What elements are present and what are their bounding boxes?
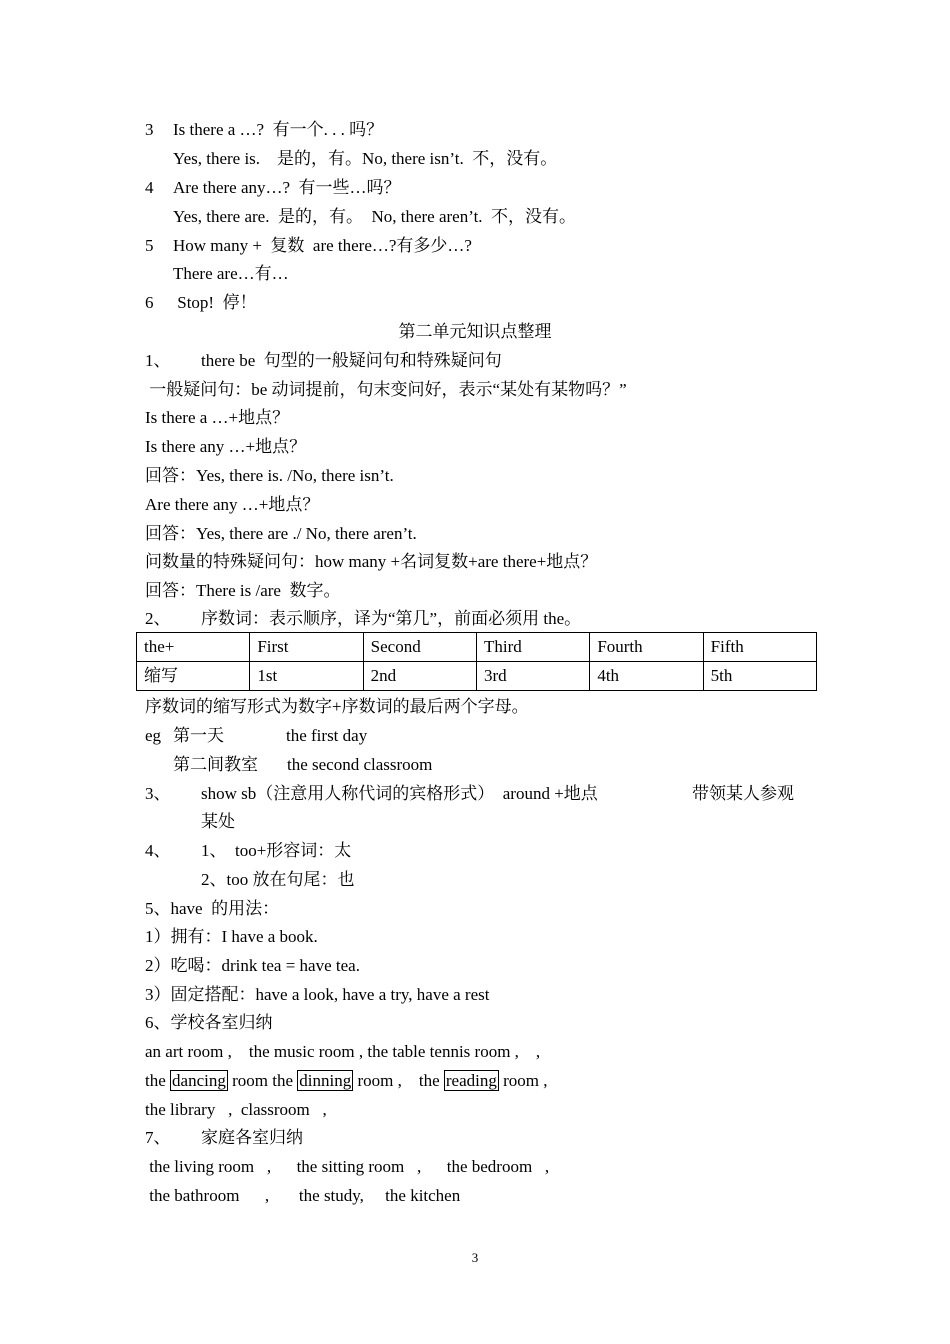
- page-number: 3: [471, 1250, 479, 1265]
- table-cell: Fifth: [703, 633, 816, 662]
- list-number: 5: [145, 236, 154, 255]
- section-line: 1、 too+形容词：太: [201, 841, 352, 860]
- section-line: 2）吃喝：drink tea = have tea.: [145, 956, 360, 975]
- section-line: Is there any …+地点？: [145, 437, 307, 456]
- section-heading: 家庭各室归纳: [201, 1128, 303, 1147]
- text-run: room , the: [353, 1071, 444, 1090]
- table-cell: 缩写: [137, 662, 250, 691]
- section-line: 回答：There is /are 数字。: [145, 581, 341, 600]
- list-line: Is there a …? 有一个. . . 吗？: [173, 120, 384, 139]
- table-cell: 1st: [250, 662, 363, 691]
- table-row: [137, 633, 817, 662]
- section-line: show sb（注意用人称代词的宾格形式） around +地点: [201, 784, 598, 803]
- section-number: 4、: [145, 841, 171, 860]
- list-line: Stop! 停！: [173, 293, 257, 312]
- table-cell: 3rd: [476, 662, 589, 691]
- section-line: 某处: [201, 812, 235, 831]
- section-line: 回答：Yes, there are ./ No, there aren’t.: [145, 524, 417, 543]
- section-line: 问数量的特殊疑问句：how many +名词复数+are there+地点？: [145, 552, 598, 571]
- example-cn: 第二间教室: [173, 755, 258, 774]
- text-run: room ,: [498, 1071, 548, 1090]
- section-line: an art room , the music room , the table tennis room , ,: [145, 1042, 541, 1061]
- text-run: the: [145, 1071, 171, 1090]
- example-en: the first day: [286, 726, 368, 745]
- section-line: 带领某人参观: [692, 784, 794, 803]
- table-row: [137, 662, 817, 691]
- list-line: Are there any…? 有一些…吗？: [173, 178, 401, 197]
- section-line: 一般疑问句：be 动词提前，句末变问好，表示“某处有某物吗？”: [145, 380, 627, 399]
- table-cell: Fourth: [590, 633, 703, 662]
- section-line: [145, 1071, 548, 1091]
- list-line: Yes, there is. 是的，有。No, there isn’t. 不，没有。: [173, 149, 558, 168]
- table-cell: the+: [137, 633, 250, 662]
- table-cell: Third: [476, 633, 589, 662]
- boxed-word: dinning: [299, 1071, 352, 1090]
- table-cell: 2nd: [363, 662, 476, 691]
- section-line: 回答：Yes, there is. /No, there isn’t.: [145, 466, 394, 485]
- eg-label: eg: [145, 726, 162, 745]
- list-number: 6: [145, 293, 154, 312]
- list-number: 3: [145, 120, 154, 139]
- text-run: room the: [227, 1071, 298, 1090]
- section-line: 序数词的缩写形式为数字+序数词的最后两个字母。: [145, 697, 529, 716]
- boxed-word: reading: [445, 1071, 497, 1090]
- ordinal-table: [136, 632, 817, 691]
- section-number: 3、: [145, 784, 171, 803]
- section-line: Are there any …+地点？: [145, 495, 320, 514]
- section-heading: there be 句型的一般疑问句和特殊疑问句: [201, 351, 502, 370]
- section-line: 2、too 放在句尾：也: [201, 870, 355, 889]
- unit-title: 第二单元知识点整理: [398, 322, 552, 341]
- table-cell: Second: [363, 633, 476, 662]
- section-number: 7、: [145, 1128, 171, 1147]
- section-number: 2、: [145, 609, 171, 628]
- list-line: Yes, there are. 是的，有。 No, there aren’t. 不，没有。: [173, 207, 577, 226]
- section-heading: 6、学校各室归纳: [145, 1013, 273, 1032]
- boxed-word: dancing: [172, 1071, 226, 1090]
- example-en: the second classroom: [287, 755, 433, 774]
- list-line: There are…有…: [173, 264, 289, 283]
- section-line: Is there a …+地点？: [145, 408, 290, 427]
- section-heading: 序数词：表示顺序，译为“第几”，前面必须用 the。: [201, 609, 582, 628]
- list-number: 4: [145, 178, 154, 197]
- table-cell: 5th: [703, 662, 816, 691]
- section-line: 1）拥有：I have a book.: [145, 927, 318, 946]
- section-number: 1、: [145, 351, 171, 370]
- table-cell: First: [250, 633, 363, 662]
- section-line: 3）固定搭配：have a look, have a try, have a rest: [145, 985, 490, 1004]
- section-line: the library , classroom ,: [145, 1100, 327, 1119]
- section-heading: 5、have 的用法：: [145, 899, 280, 918]
- list-line: How many + 复数 are there…?有多少…?: [173, 236, 472, 255]
- example-cn: 第一天: [173, 726, 224, 745]
- table-cell: 4th: [590, 662, 703, 691]
- section-line: the living room , the sitting room , the bedroom ,: [145, 1157, 550, 1176]
- section-line: the bathroom , the study, the kitchen: [145, 1186, 461, 1205]
